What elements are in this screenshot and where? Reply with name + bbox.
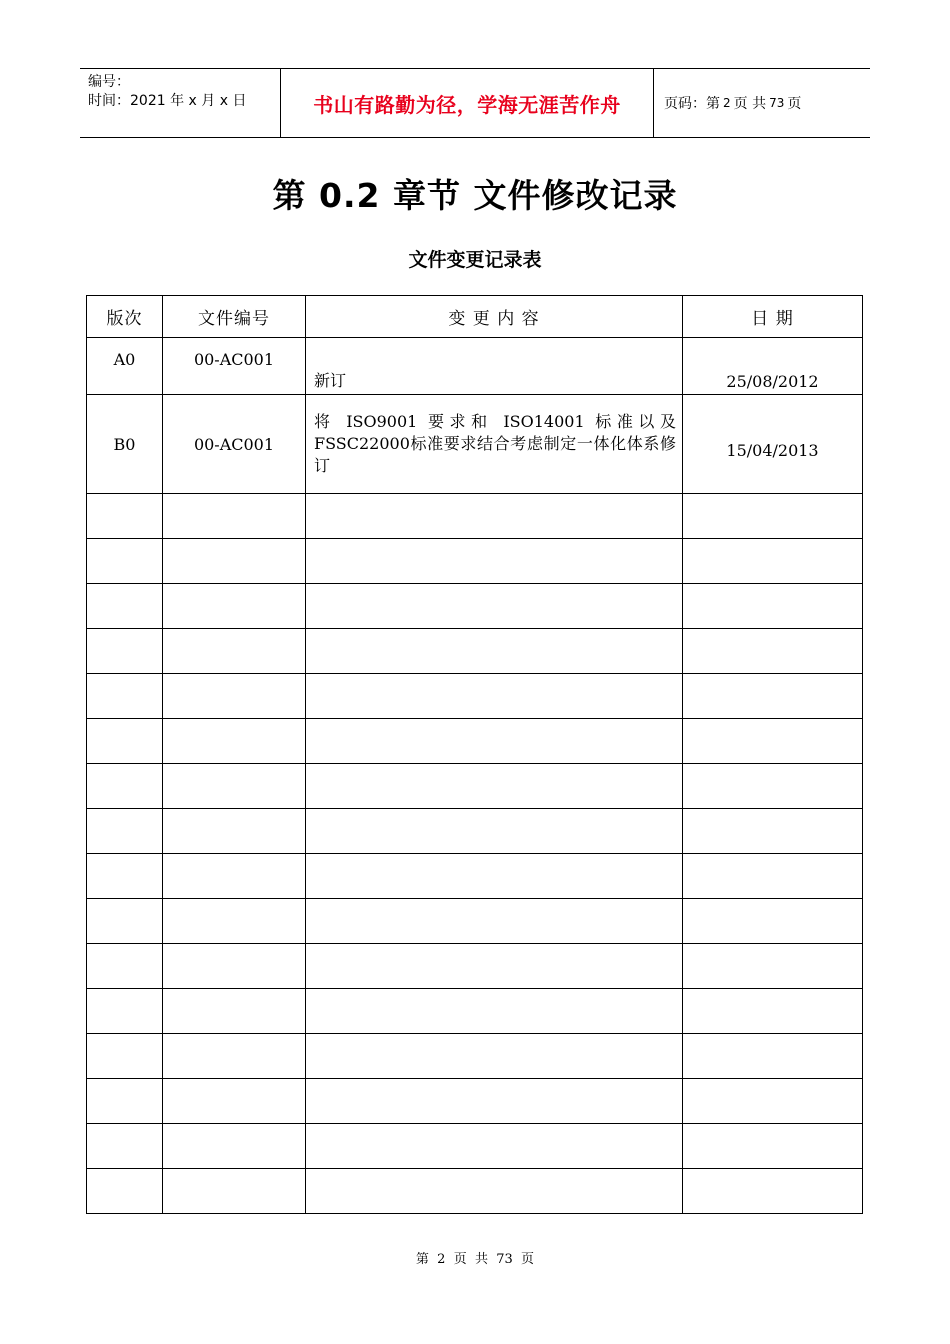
empty-table-row [87, 1034, 863, 1079]
empty-table-row [87, 899, 863, 944]
empty-table-row [87, 854, 863, 899]
page-footer: 第 2 页 共 73 页 [415, 1252, 535, 1267]
empty-table-row [87, 494, 863, 539]
page-header [80, 68, 870, 138]
cell-content [306, 989, 683, 1034]
cell-doc-number [163, 764, 306, 809]
cell-content [306, 944, 683, 989]
cell-doc-number: 00-AC001 [163, 338, 306, 395]
page-mid: 页 共 [733, 96, 767, 112]
cell-content [306, 629, 683, 674]
empty-table-row [87, 764, 863, 809]
empty-table-row [87, 1079, 863, 1124]
cell-date [683, 1124, 863, 1169]
cell-version [87, 1079, 163, 1124]
cell-doc-number [163, 1124, 306, 1169]
cell-doc-number [163, 494, 306, 539]
page-current: 2 [723, 96, 731, 110]
cell-version [87, 719, 163, 764]
empty-table-row [87, 989, 863, 1034]
page-title: 第 0.2 章节 文件修改记录 [272, 176, 678, 215]
column-header-content: 变 更 内 容 [306, 296, 683, 338]
cell-doc-number: 00-AC001 [163, 395, 306, 494]
cell-content [306, 809, 683, 854]
cell-doc-number [163, 719, 306, 764]
empty-table-row [87, 719, 863, 764]
page-total: 73 [769, 96, 785, 110]
empty-table-row [87, 1169, 863, 1214]
cell-doc-number [163, 899, 306, 944]
cell-date [683, 674, 863, 719]
cell-content [306, 539, 683, 584]
cell-date [683, 899, 863, 944]
cell-version [87, 1169, 163, 1214]
cell-date [683, 854, 863, 899]
cell-version [87, 764, 163, 809]
empty-table-row [87, 539, 863, 584]
cell-doc-number [163, 584, 306, 629]
cell-date [683, 719, 863, 764]
cell-version [87, 629, 163, 674]
cell-version [87, 674, 163, 719]
empty-table-row [87, 584, 863, 629]
cell-version [87, 809, 163, 854]
cell-doc-number [163, 539, 306, 584]
header-motto-cell [280, 69, 654, 137]
cell-version [87, 854, 163, 899]
cell-date: 25/08/2012 [683, 338, 863, 395]
cell-date: 15/04/2013 [683, 395, 863, 494]
table-row [87, 395, 863, 494]
cell-date [683, 764, 863, 809]
cell-doc-number [163, 809, 306, 854]
empty-table-row [87, 674, 863, 719]
cell-content [306, 584, 683, 629]
cell-content: 新订 [306, 338, 683, 395]
cell-version [87, 494, 163, 539]
cell-date [683, 944, 863, 989]
empty-table-row [87, 629, 863, 674]
cell-content: 将 ISO9001 要求和 ISO14001 标准以及FSSC22000标准要求结合考虑制定一体化体系修订 [306, 395, 683, 494]
table-header-row [87, 296, 863, 338]
cell-content [306, 1034, 683, 1079]
page-prefix: 页码：第 [664, 96, 720, 112]
table-row [87, 338, 863, 395]
cell-doc-number [163, 1034, 306, 1079]
column-header-date: 日 期 [683, 296, 863, 338]
cell-doc-number [163, 674, 306, 719]
page-suffix: 页 [787, 96, 802, 112]
cell-content [306, 899, 683, 944]
cell-doc-number [163, 854, 306, 899]
cell-content [306, 854, 683, 899]
cell-version [87, 1034, 163, 1079]
cell-version [87, 944, 163, 989]
change-record-table [86, 295, 863, 1214]
cell-date [683, 629, 863, 674]
cell-content [306, 674, 683, 719]
cell-version [87, 989, 163, 1034]
cell-doc-number [163, 944, 306, 989]
empty-table-row [87, 944, 863, 989]
cell-content [306, 1079, 683, 1124]
cell-content [306, 1169, 683, 1214]
cell-doc-number [163, 1169, 306, 1214]
cell-date [683, 809, 863, 854]
cell-date [683, 539, 863, 584]
cell-doc-number [163, 629, 306, 674]
cell-version [87, 1124, 163, 1169]
cell-version [87, 584, 163, 629]
cell-date [683, 989, 863, 1034]
header-motto: 书山有路勤为径，学海无涯苦作舟 [313, 92, 621, 117]
cell-date [683, 1034, 863, 1079]
cell-version: A0 [87, 338, 163, 395]
header-page-info [654, 69, 870, 137]
cell-version [87, 899, 163, 944]
document-time-label: 时间：2021 年 x 月 x 日 [88, 93, 247, 109]
cell-version [87, 539, 163, 584]
table-title: 文件变更记录表 [408, 249, 542, 271]
cell-doc-number [163, 1079, 306, 1124]
cell-date [683, 1079, 863, 1124]
cell-content [306, 494, 683, 539]
cell-date [683, 494, 863, 539]
cell-version: B0 [87, 395, 163, 494]
column-header-doc-number: 文件编号 [163, 296, 306, 338]
cell-date [683, 1169, 863, 1214]
cell-content [306, 1124, 683, 1169]
document-number-label: 编号： [88, 74, 130, 90]
cell-date [683, 584, 863, 629]
cell-content [306, 764, 683, 809]
empty-table-row [87, 1124, 863, 1169]
column-header-version: 版次 [87, 296, 163, 338]
header-meta [80, 69, 280, 137]
cell-content [306, 719, 683, 764]
empty-table-row [87, 809, 863, 854]
cell-doc-number [163, 989, 306, 1034]
